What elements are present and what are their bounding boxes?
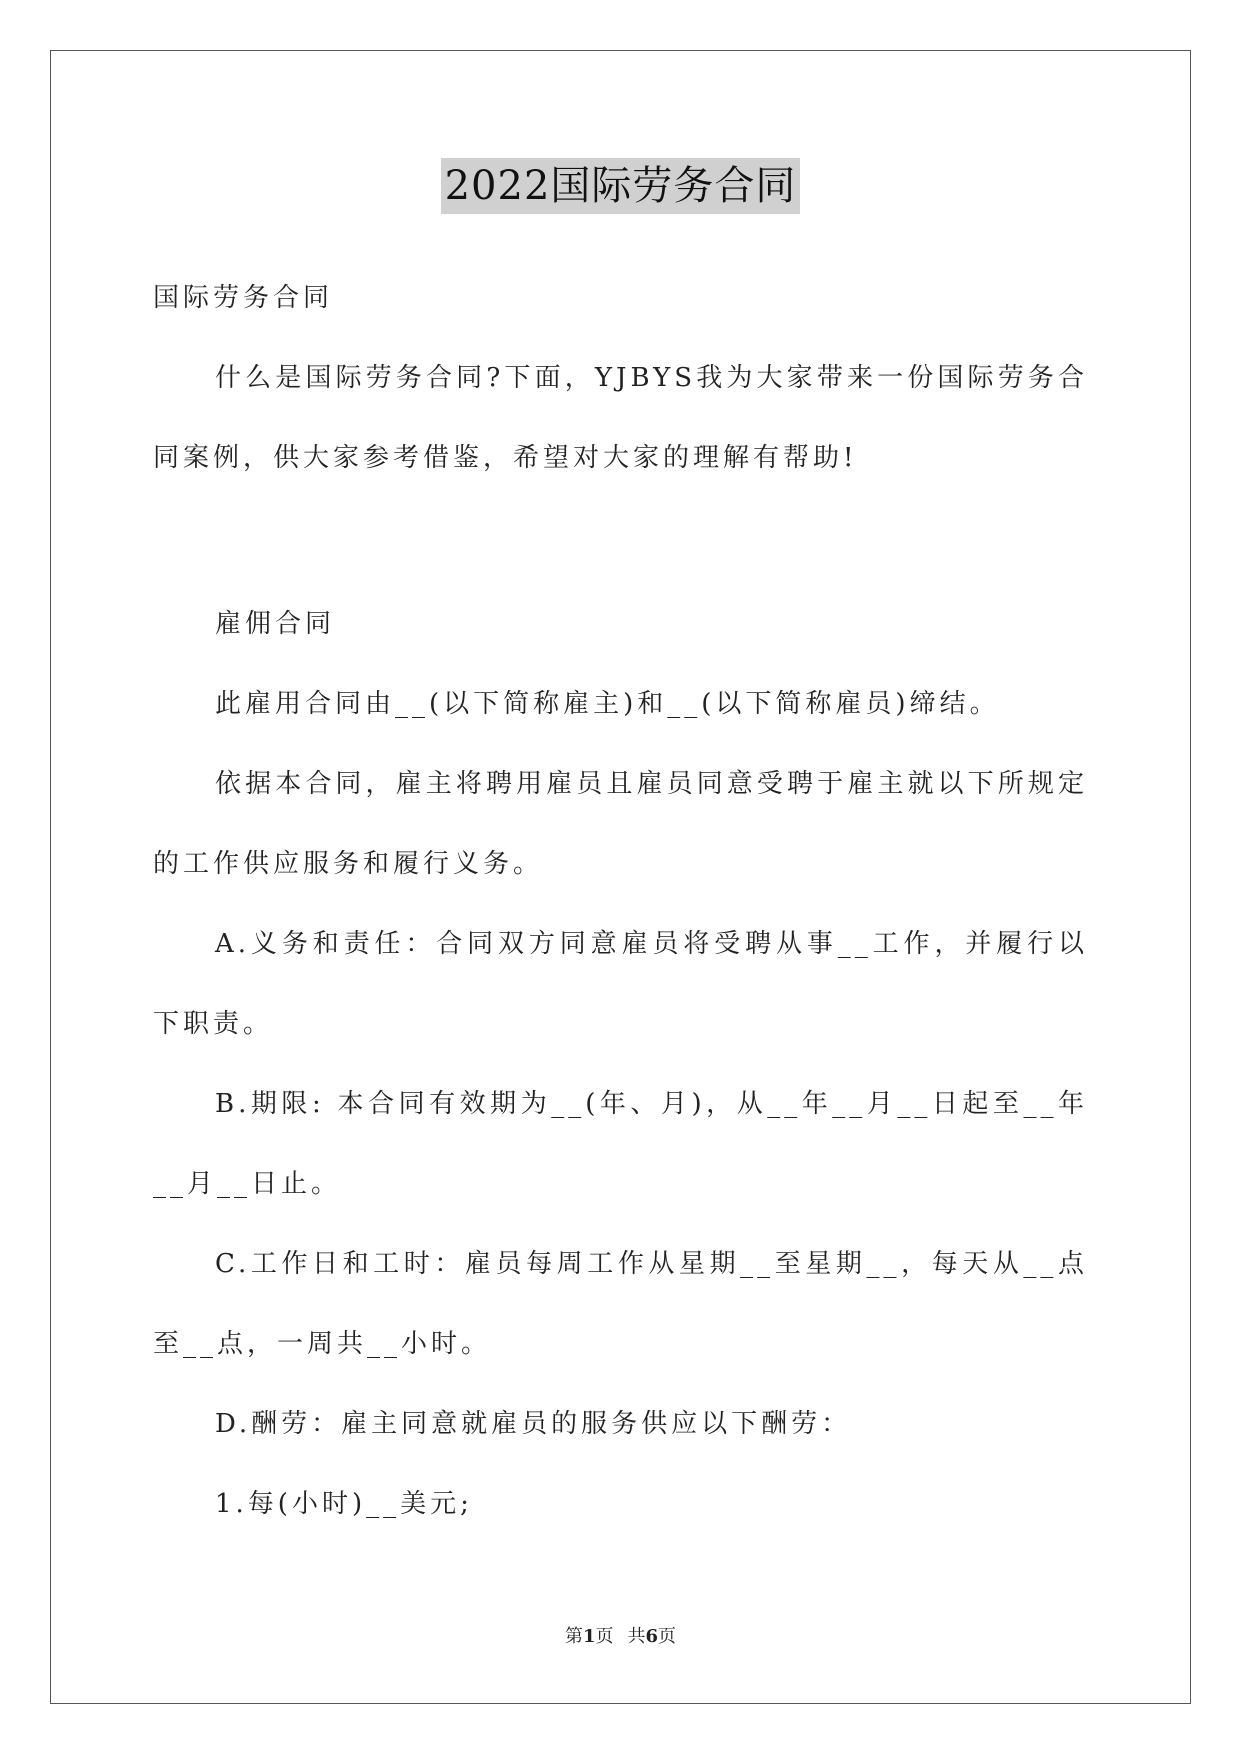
total-label-prefix: 共 bbox=[627, 1626, 646, 1647]
clause-d-item-1: 1.每(小时)__美元; bbox=[215, 1489, 473, 1519]
clause-a-duties: A.义务和责任：合同双方同意雇员将受聘从事__工作，并履行以下职责。 bbox=[153, 929, 1088, 1039]
paragraph-parties: 此雇用合同由__(以下简称雇主)和__(以下简称雇员)缔结。 bbox=[215, 689, 1000, 719]
title-container bbox=[0, 158, 1241, 214]
paragraph-contract-type: 雇佣合同 bbox=[215, 609, 336, 639]
clause-d-pay: D.酬劳：雇主同意就雇员的服务供应以下酬劳： bbox=[215, 1409, 852, 1439]
page-label-suffix: 页 bbox=[595, 1626, 614, 1647]
total-label-suffix: 页 bbox=[658, 1626, 677, 1647]
page-footer bbox=[0, 1622, 1241, 1648]
clause-c-hours: C.工作日和工时：雇员每周工作从星期__至星期__，每天从__点至__点，一周共__小时。 bbox=[153, 1249, 1088, 1359]
document-title: 2022国际劳务合同 bbox=[441, 158, 801, 214]
paragraph-agreement: 依据本合同，雇主将聘用雇员且雇员同意受聘于雇主就以下所规定的工作供应服务和履行义务。 bbox=[153, 769, 1088, 879]
paragraph-intro: 什么是国际劳务合同?下面，YJBYS我为大家带来一份国际劳务合同案例，供大家参考借鉴，希望对大家的理解有帮助! bbox=[153, 363, 1088, 473]
clause-b-term: B.期限: 本合同有效期为__(年、月)，从__年__月__日起至__年__月__日止。 bbox=[153, 1089, 1088, 1199]
page-label-prefix: 第 bbox=[564, 1626, 583, 1647]
page-current-number: 1 bbox=[582, 1626, 596, 1647]
document-body bbox=[153, 258, 1088, 1544]
paragraph-heading: 国际劳务合同 bbox=[153, 283, 334, 313]
page-total-number: 6 bbox=[645, 1626, 659, 1647]
